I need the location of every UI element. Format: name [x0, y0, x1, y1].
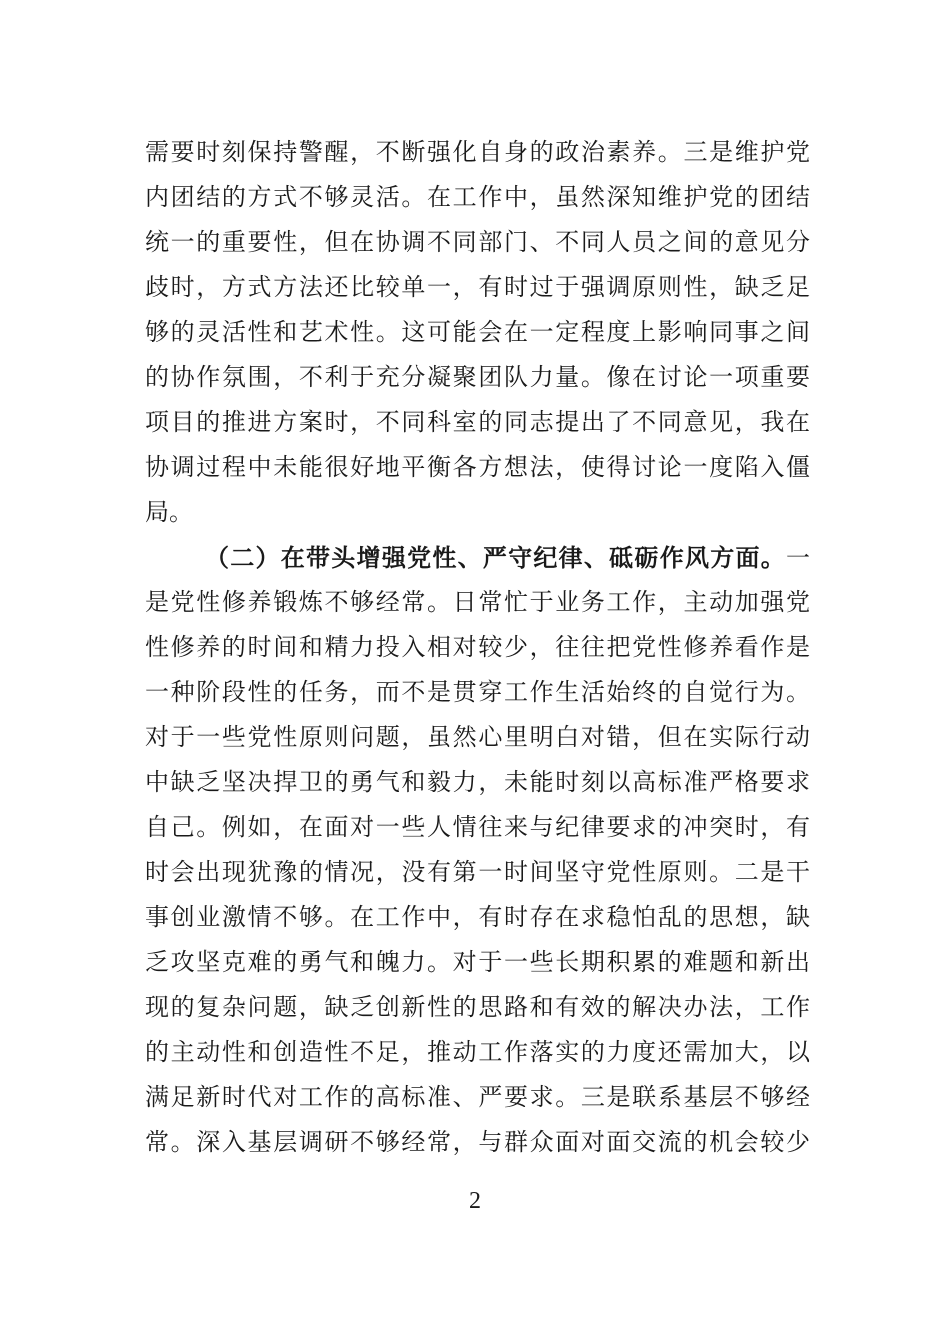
- section-heading: （二）在带头增强党性、严守纪律、砥砺作风方面。: [205, 543, 786, 572]
- document-body: [145, 130, 810, 1165]
- text-line: 对于一些党性原则问题，虽然心里明白对错，但在实际行动: [145, 723, 810, 751]
- text-line: 歧时，方式方法还比较单一，有时过于强调原则性，缺乏足: [145, 273, 810, 301]
- text-line: 乏攻坚克难的勇气和魄力。对于一些长期积累的难题和新出: [145, 948, 810, 976]
- text-line: 自己。例如，在面对一些人情往来与纪律要求的冲突时，有: [145, 813, 810, 841]
- text-line: 时会出现犹豫的情况，没有第一时间坚守党性原则。二是干: [145, 858, 810, 886]
- text-line: 项目的推进方案时，不同科室的同志提出了不同意见，我在: [145, 408, 810, 436]
- text-line: 现的复杂问题，缺乏创新性的思路和有效的解决办法，工作: [145, 993, 810, 1021]
- text-line: 是党性修养锻炼不够经常。日常忙于业务工作，主动加强党: [145, 588, 810, 616]
- text-line: 的协作氛围，不利于充分凝聚团队力量。像在讨论一项重要: [145, 363, 810, 391]
- text-line: 局。: [145, 498, 193, 526]
- section-heading-line: [145, 535, 810, 580]
- text-line: 够的灵活性和艺术性。这可能会在一定程度上影响同事之间: [145, 318, 810, 346]
- text-line: 性修养的时间和精力投入相对较少，往往把党性修养看作是: [145, 633, 810, 661]
- text-line: 内团结的方式不够灵活。在工作中，虽然深知维护党的团结: [145, 183, 810, 211]
- page-number: 2: [469, 1188, 481, 1214]
- text-line: 统一的重要性，但在协调不同部门、不同人员之间的意见分: [145, 228, 810, 256]
- text-line: 协调过程中未能很好地平衡各方想法，使得讨论一度陷入僵: [145, 453, 810, 481]
- text-line: 一种阶段性的任务，而不是贯穿工作生活始终的自觉行为。: [145, 678, 810, 706]
- text-fragment: 一: [786, 544, 810, 572]
- text-line: 的主动性和创造性不足，推动工作落实的力度还需加大，以: [145, 1038, 810, 1066]
- text-line: 常。深入基层调研不够经常，与群众面对面交流的机会较少: [145, 1128, 810, 1156]
- text-line: 中缺乏坚决捍卫的勇气和毅力，未能时刻以高标准严格要求: [145, 768, 810, 796]
- text-line: 满足新时代对工作的高标准、严要求。三是联系基层不够经: [145, 1083, 810, 1111]
- text-line: 需要时刻保持警醒，不断强化自身的政治素养。三是维护党: [145, 138, 810, 166]
- text-line: 事创业激情不够。在工作中，有时存在求稳怕乱的思想，缺: [145, 903, 810, 931]
